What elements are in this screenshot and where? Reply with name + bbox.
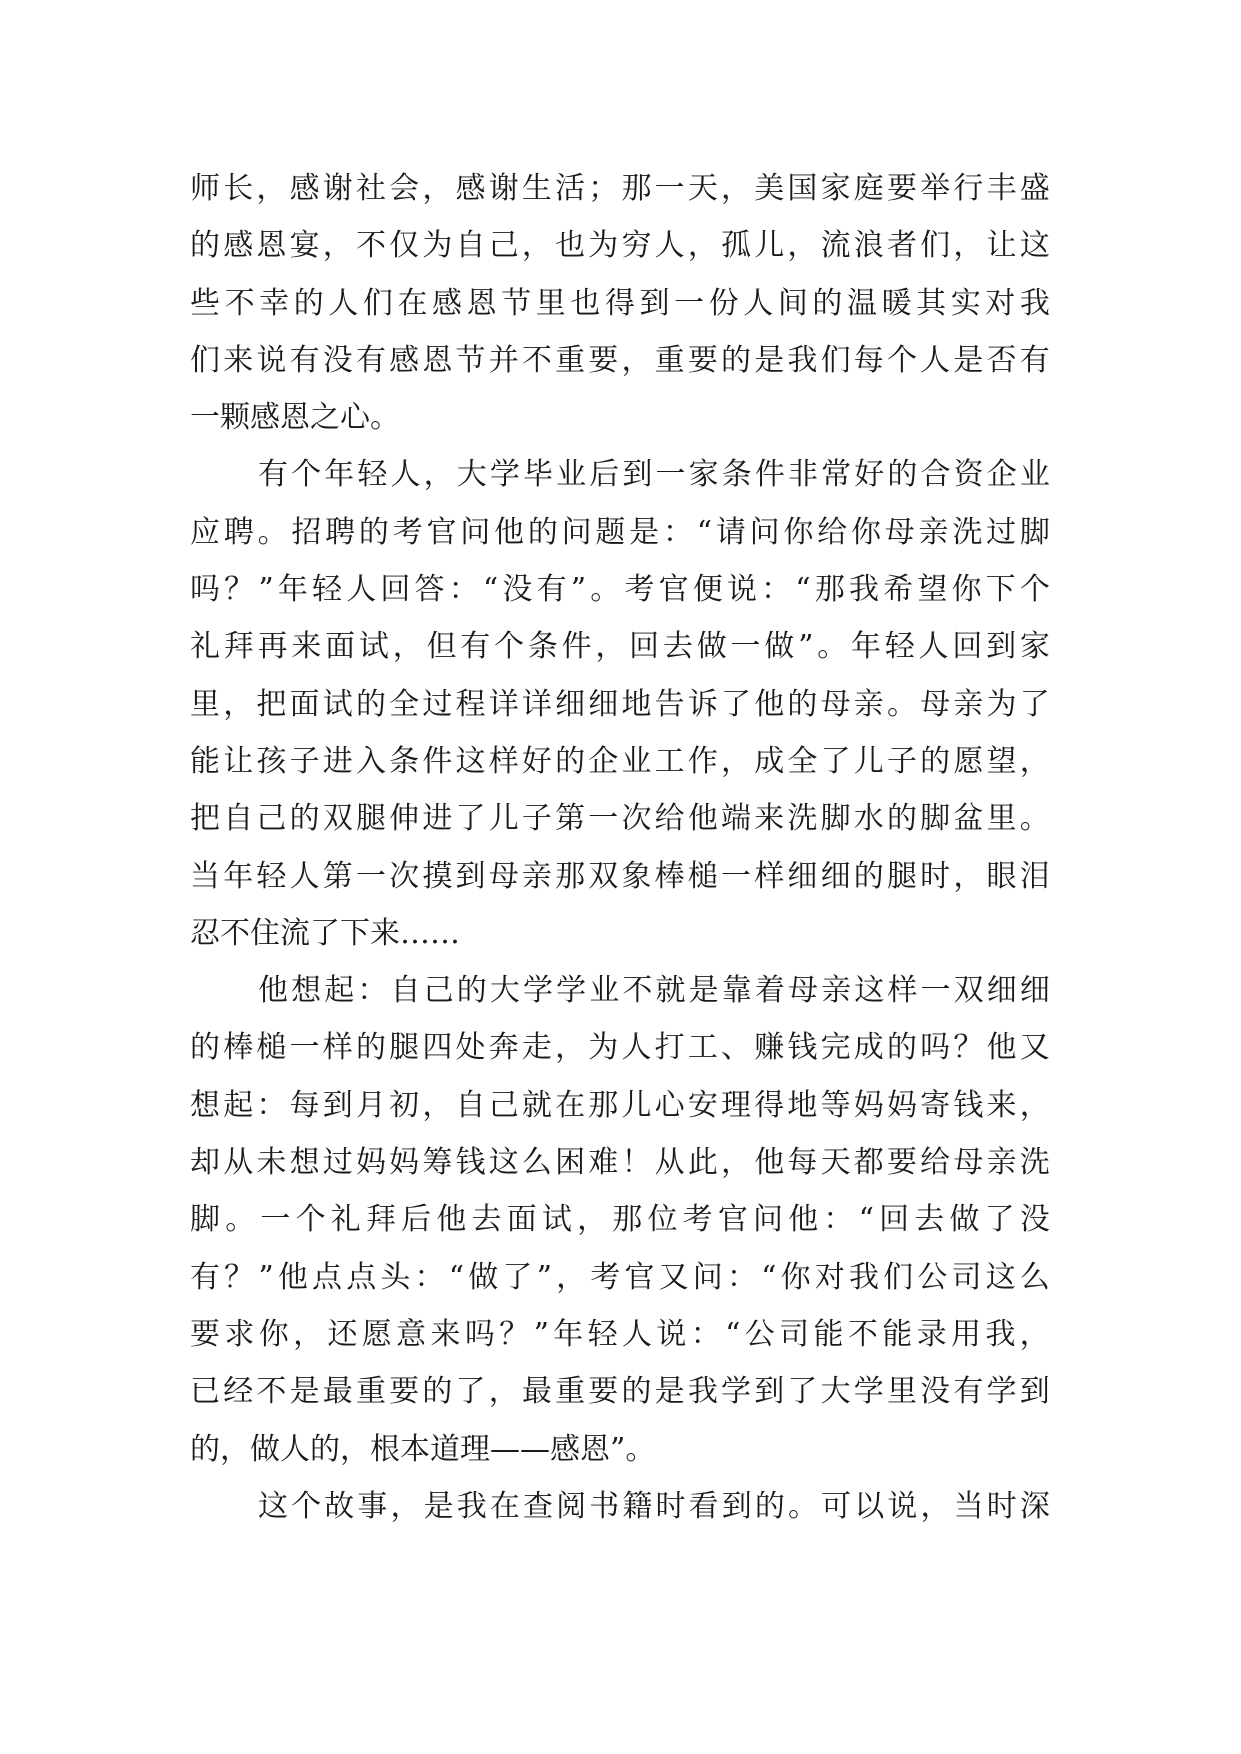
text-line: 能 让 孩 子 进 入 条 件 这 样 好 的 企 业 工 作 ， 成 全 了 儿 子 的 愿 望 ， [190, 743, 1050, 779]
text-line: 有 个 年 轻 人 ， 大 学 毕 业 后 到 一 家 条 件 非 常 好 的 合 资 企 业 [258, 457, 1050, 493]
body-text [190, 160, 1050, 1535]
text-line: 想 起 ： 每 到 月 初 ， 自 己 就 在 那 儿 心 安 理 得 地 等 妈 妈 寄 钱 来 ， [190, 1087, 1050, 1123]
text-line: 的 感 恩 宴 ， 不 仅 为 自 己 ， 也 为 穷 人 ， 孤 儿 ， 流 浪 者 们 ， 让 这 [190, 228, 1050, 264]
text-line: 一颗感恩之心。 [190, 400, 400, 436]
text-line: 他 想 起 ： 自 己 的 大 学 学 业 不 就 是 靠 着 母 亲 这 样 一 双 细 细 [258, 973, 1050, 1009]
text-line: 这 个 故 事 ， 是 我 在 查 阅 书 籍 时 看 到 的 。 可 以 说 ， 当 时 深 [258, 1488, 1050, 1524]
text-line: 的，做人的，根本道理——感恩”。 [190, 1431, 656, 1467]
text-line: 有 ？ ” 他 点 点 头 ： “ 做 了 ” ， 考 官 又 问 ： “ 你 对 我 们 公 司 这 么 [190, 1259, 1050, 1295]
text-line: 们 来 说 有 没 有 感 恩 节 并 不 重 要 ， 重 要 的 是 我 们 每 个 人 是 否 有 [190, 342, 1050, 378]
text-line: 已 经 不 是 最 重 要 的 了 ， 最 重 要 的 是 我 学 到 了 大 学 里 没 有 学 到 [190, 1374, 1050, 1410]
text-line: 要 求 你 ， 还 愿 意 来 吗 ？ ” 年 轻 人 说 ： “ 公 司 能 不 能 录 用 我 ， [190, 1316, 1050, 1352]
text-line: 当 年 轻 人 第 一 次 摸 到 母 亲 那 双 象 棒 槌 一 样 细 细 的 腿 时 ， 眼 泪 [190, 858, 1050, 894]
text-line: 忍不住流了下来…… [190, 915, 460, 951]
text-line: 应 聘 。 招 聘 的 考 官 问 他 的 问 题 是 ： “ 请 问 你 给 你 母 亲 洗 过 脚 [190, 514, 1050, 550]
text-line: 把 自 己 的 双 腿 伸 进 了 儿 子 第 一 次 给 他 端 来 洗 脚 水 的 脚 盆 里 。 [190, 801, 1050, 837]
text-line: 里 ， 把 面 试 的 全 过 程 详 详 细 细 地 告 诉 了 他 的 母 亲 。 母 亲 为 了 [190, 686, 1050, 722]
text-line: 脚 。 一 个 礼 拜 后 他 去 面 试 ， 那 位 考 官 问 他 ： “ 回 去 做 了 没 [190, 1202, 1050, 1238]
text-line: 礼 拜 再 来 面 试 ， 但 有 个 条 件 ， 回 去 做 一 做 ” 。 年 轻 人 回 到 家 [190, 629, 1050, 665]
text-line: 却 从 未 想 过 妈 妈 筹 钱 这 么 困 难 ！ 从 此 ， 他 每 天 都 要 给 母 亲 洗 [190, 1145, 1050, 1181]
text-line: 些 不 幸 的 人 们 在 感 恩 节 里 也 得 到 一 份 人 间 的 温 暖 其 实 对 我 [190, 285, 1050, 321]
text-line: 师 长 ， 感 谢 社 会 ， 感 谢 生 活 ； 那 一 天 ， 美 国 家 庭 要 举 行 丰 盛 [190, 171, 1050, 206]
text-line: 的 棒 槌 一 样 的 腿 四 处 奔 走 ， 为 人 打 工 、 赚 钱 完 成 的 吗 ？ 他 又 [190, 1030, 1050, 1066]
text-line: 吗 ？ ” 年 轻 人 回 答 ： “ 没 有 ” 。 考 官 便 说 ： “ 那 我 希 望 你 下 个 [190, 572, 1050, 608]
